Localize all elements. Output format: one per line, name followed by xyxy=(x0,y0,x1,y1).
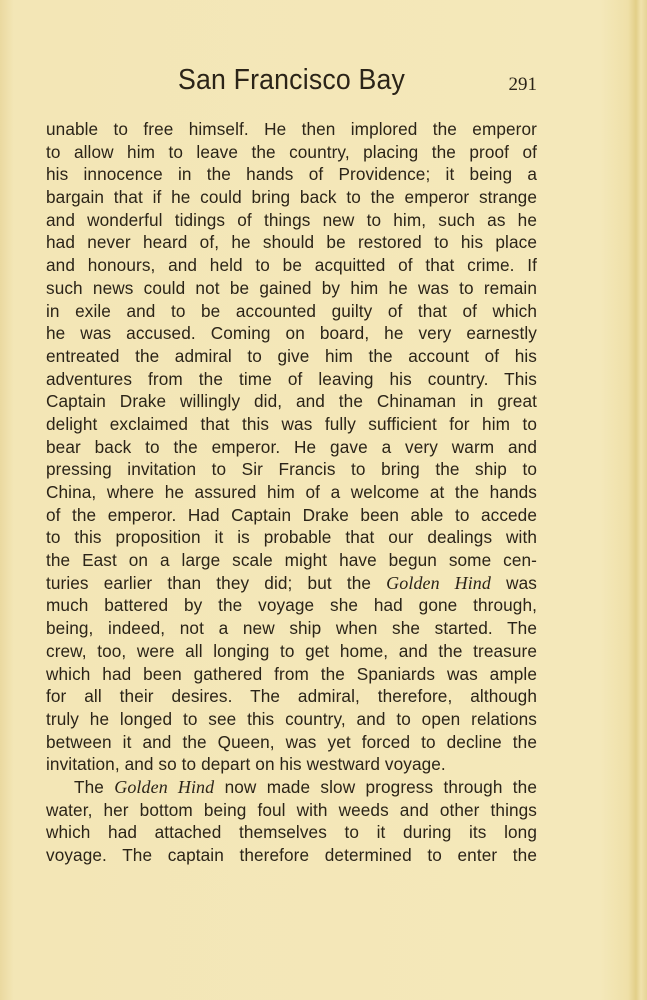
text-line xyxy=(46,617,537,640)
text-run: which had been gathered from the Spaniards was ample xyxy=(46,663,537,684)
text-line xyxy=(46,277,537,300)
text-run: water, her bottom being foul with weeds and other things xyxy=(46,799,537,820)
text-line xyxy=(46,844,537,867)
text-run: the East on a large scale might have begun some cen- xyxy=(46,550,537,571)
text-line xyxy=(46,549,537,572)
text-run: The xyxy=(74,776,115,797)
text-line xyxy=(46,776,537,799)
text-run: such news could not be gained by him he was to remain xyxy=(46,277,537,298)
text-run: between it and the Queen, was yet forced to decline the xyxy=(46,731,537,752)
running-title: San Francisco Bay xyxy=(177,64,406,96)
text-line xyxy=(46,663,537,686)
text-run: now made slow progress through the xyxy=(214,776,537,797)
text-line xyxy=(46,186,537,209)
text-run: adventures from the time of leaving his country. This xyxy=(46,368,537,389)
text-line xyxy=(46,163,537,186)
text-line xyxy=(46,821,537,844)
text-line xyxy=(46,322,537,345)
text-run: which had attached themselves to it during its long xyxy=(46,822,537,843)
text-line xyxy=(46,799,537,822)
text-line xyxy=(46,368,537,391)
text-line xyxy=(46,731,537,754)
text-run: truly he longed to see this country, and to open relations xyxy=(46,708,537,729)
text-run: for all their desires. The admiral, therefore, although xyxy=(46,686,537,707)
text-line xyxy=(46,390,537,413)
text-run: to allow him to leave the country, placing the proof of xyxy=(46,141,537,162)
text-line xyxy=(46,572,537,595)
text-run: had never heard of, he should be restored to his place xyxy=(46,232,537,253)
text-line xyxy=(46,481,537,504)
text-line xyxy=(46,231,537,254)
text-run: invitation, and so to depart on his westward voyage. xyxy=(46,754,446,775)
italic-ship-name: Golden Hind xyxy=(114,776,215,797)
text-run: pressing invitation to Sir Francis to bring the ship to xyxy=(46,459,537,480)
text-line xyxy=(46,504,537,527)
text-run: crew, too, were all longing to get home, and the treasure xyxy=(46,640,537,661)
text-run: Captain Drake willingly did, and the Chinaman in great xyxy=(46,391,537,412)
text-run: much battered by the voyage she had gone through, xyxy=(46,595,537,616)
text-line xyxy=(46,685,537,708)
text-line xyxy=(46,640,537,663)
text-line xyxy=(46,254,537,277)
text-run: China, where he assured him of a welcome at the hands xyxy=(46,482,537,502)
text-run: bear back to the emperor. He gave a very warm and xyxy=(46,436,537,457)
running-header xyxy=(46,62,537,102)
text-run: and wonderful tidings of things new to him, such as he xyxy=(46,209,537,230)
text-run: entreated the admiral to give him the account of his xyxy=(46,345,537,366)
text-line xyxy=(46,594,537,617)
text-run: of the emperor. Had Captain Drake been able to accede xyxy=(46,504,537,525)
text-line xyxy=(46,118,537,141)
text-line xyxy=(46,708,537,731)
text-run: being, indeed, not a new ship when she started. The xyxy=(46,618,537,639)
text-run: bargain that if he could bring back to the emperor strange xyxy=(46,187,537,208)
text-run: voyage. The captain therefore determined to enter the xyxy=(46,845,537,865)
text-line xyxy=(46,345,537,368)
text-run: was xyxy=(491,572,537,593)
text-run: delight exclaimed that this was fully sufficient for him to xyxy=(46,413,537,434)
text-run: turies earlier than they did; but the xyxy=(46,572,387,593)
text-run: unable to free himself. He then implored the emperor xyxy=(46,119,537,139)
page-number: 291 xyxy=(508,74,537,95)
text-line xyxy=(46,413,537,436)
text-line xyxy=(46,458,537,481)
text-run: his innocence in the hands of Providence; it being a xyxy=(46,164,537,185)
text-run: to this proposition it is probable that our dealings with xyxy=(46,527,537,548)
text-line xyxy=(46,300,537,323)
text-line xyxy=(46,209,537,232)
text-line xyxy=(46,141,537,164)
text-run: he was accused. Coming on board, he very earnestly xyxy=(46,323,537,344)
italic-ship-name: Golden Hind xyxy=(386,572,492,593)
text-line xyxy=(46,436,537,459)
body-text xyxy=(46,118,537,867)
text-run: and honours, and held to be acquitted of that crime. If xyxy=(46,255,537,276)
text-line xyxy=(46,753,537,776)
text-run: in exile and to be accounted guilty of that of which xyxy=(46,300,537,321)
text-line xyxy=(46,526,537,549)
